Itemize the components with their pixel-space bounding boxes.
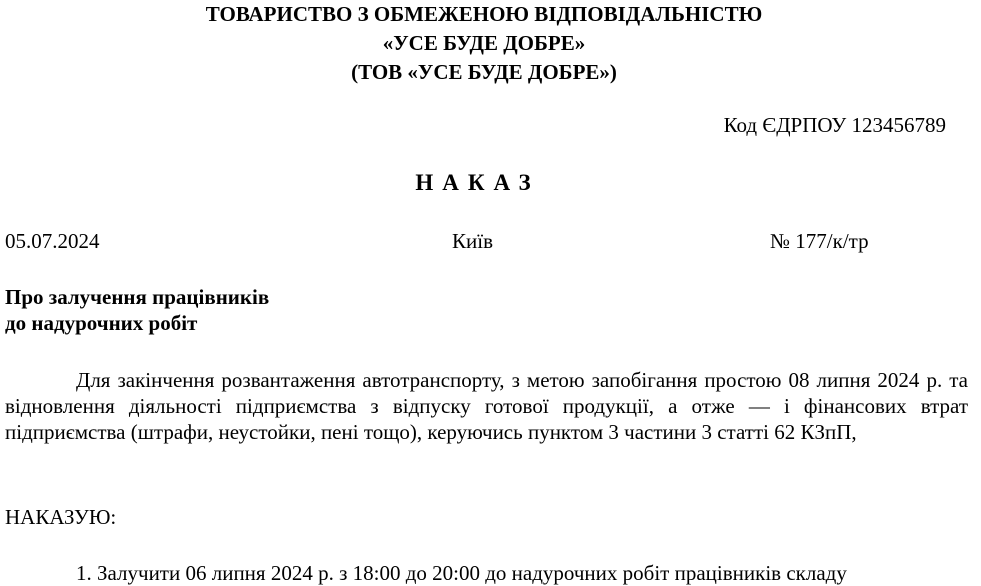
preamble-paragraph: Для закінчення розвантаження автотранспорту, з метою запобігання простою 08 липня 2024 р. та відновлення діяльності підприємства з відпуску готової продукції, а отже — і фінансових втрат підприємства (штрафи, неустойки, пені тощо), керуючись пунктом 3 частини 3 статті 62 КЗпП,: [5, 368, 968, 444]
organization-name-line: ТОВАРИСТВО З ОБМЕЖЕНОЮ ВІДПОВІДАЛЬНІСТЮ: [205, 2, 763, 26]
order-number: № 177/к/тр: [770, 229, 869, 253]
order-city: Київ: [452, 229, 493, 253]
order-directive-label: НАКАЗУЮ:: [5, 505, 117, 529]
organization-short-name: (ТОВ «УСЕ БУДЕ ДОБРЕ»): [351, 60, 617, 84]
document-title: НАКАЗ: [415, 170, 540, 195]
subject-line: Про залучення працівників: [5, 285, 270, 309]
edrpou-code: Код ЄДРПОУ 123456789: [723, 113, 946, 137]
organization-header: [0, 0, 968, 87]
subject-line: до надурочних робіт: [5, 311, 198, 335]
organization-name-quoted: «УСЕ БУДЕ ДОБРЕ»: [382, 31, 586, 55]
order-subject: [5, 284, 269, 336]
order-item: 1. Залучити 06 липня 2024 р. з 18:00 до 20:00 до надурочних робіт працівників складу: [76, 561, 847, 585]
order-date: 05.07.2024: [5, 229, 100, 253]
